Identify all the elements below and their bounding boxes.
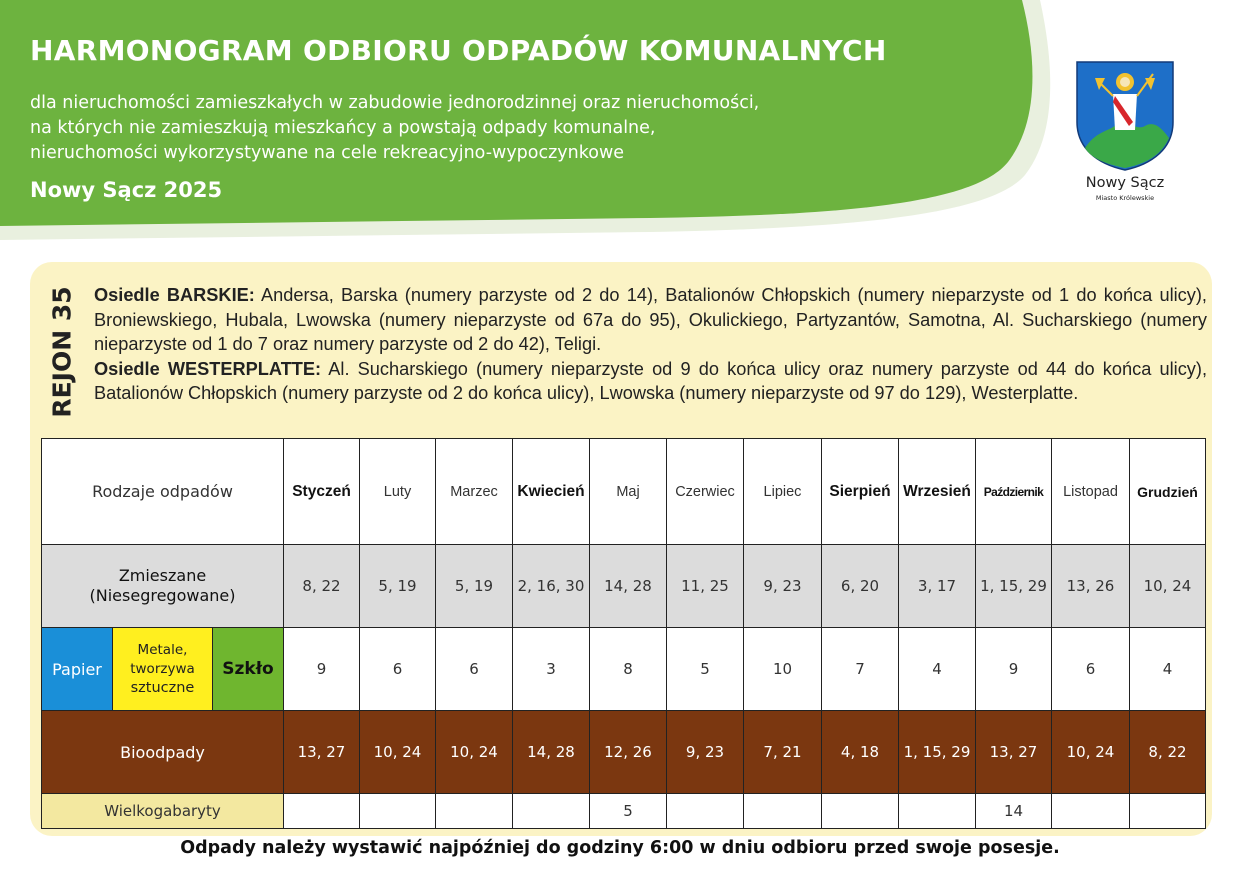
table-header-row xyxy=(42,439,1206,545)
estate-name: Osiedle BARSKIE: xyxy=(94,285,255,305)
date-cell: 13, 26 xyxy=(1052,545,1130,628)
date-cell: 9, 23 xyxy=(744,545,822,628)
glass-label: Szkło xyxy=(213,628,283,710)
date-cell: 8, 22 xyxy=(284,545,360,628)
month-header: Marzec xyxy=(436,439,513,545)
footer-note: Odpady należy wystawić najpóźniej do godziny 6:00 w dniu odbioru przed swoje posesje. xyxy=(180,838,1060,858)
estate-streets: Andersa, Barska (numery parzyste od 2 do 14), Batalionów Chłopskich (numery nieparzyste od 1 do końca ulicy), Broniewskiego, Hubala, Lwowska (numery nieparzyste od 67a do 95), Okulickiego, Partyzantów, Samotna, Al. Sucharskiego (numery nieparzyste od 1 do 7 oraz numery parzyste od 2 do 42), Teligi. xyxy=(94,285,1207,355)
date-cell xyxy=(1052,794,1130,829)
date-cell: 12, 26 xyxy=(590,711,667,794)
page-title: HARMONOGRAM ODBIORU ODPADÓW KOMUNALNYCH xyxy=(30,34,887,67)
date-cell: 4, 18 xyxy=(822,711,899,794)
month-header: Lipiec xyxy=(744,439,822,545)
month-header: Sierpień xyxy=(822,439,899,545)
date-cell xyxy=(1130,794,1206,829)
date-cell: 3 xyxy=(513,628,590,711)
subtitle-line: na których nie zamieszkują mieszkańcy a powstają odpady komunalne, xyxy=(30,118,656,138)
date-cell: 6 xyxy=(436,628,513,711)
metals-plastics-label xyxy=(112,628,213,710)
date-cell: 5 xyxy=(667,628,744,711)
date-cell: 1, 15, 29 xyxy=(976,545,1052,628)
month-header: Luty xyxy=(360,439,436,545)
bulky-waste-label: Wielkogabaryty xyxy=(42,794,284,829)
date-cell: 8, 22 xyxy=(1130,711,1206,794)
date-cell xyxy=(744,794,822,829)
logo-city-name: Nowy Sącz xyxy=(1085,175,1165,191)
metals-label-line: Metale, xyxy=(137,641,188,658)
date-cell: 13, 27 xyxy=(284,711,360,794)
coat-of-arms-icon xyxy=(1075,60,1175,172)
month-header: Maj xyxy=(590,439,667,545)
date-cell: 6 xyxy=(360,628,436,711)
date-cell: 10, 24 xyxy=(1052,711,1130,794)
date-cell xyxy=(667,794,744,829)
month-header: Grudzień xyxy=(1130,439,1206,545)
region-label xyxy=(34,279,90,425)
metals-label-line: tworzywa xyxy=(130,660,195,677)
estate-paragraph xyxy=(94,357,1207,406)
date-cell: 9, 23 xyxy=(667,711,744,794)
bio-waste-row xyxy=(42,711,1206,794)
estate-name: Osiedle WESTERPLATTE: xyxy=(94,358,322,379)
estate-streets: Al. Sucharskiego (numery nieparzyste od 9 do końca ulicy oraz numery parzyste od 44 do końca ulicy), Batalionów Chłopskich (numery parzyste od 2 do końca ulicy), Lwowska (numery nieparzyste od 97 do 129), Westerplatte. xyxy=(94,358,1207,404)
estate-paragraph xyxy=(94,283,1207,357)
date-cell: 10, 24 xyxy=(1130,545,1206,628)
month-header: Czerwiec xyxy=(667,439,744,545)
date-cell: 4 xyxy=(1130,628,1206,711)
date-cell: 14, 28 xyxy=(513,711,590,794)
date-cell: 5, 19 xyxy=(436,545,513,628)
date-cell: 5 xyxy=(590,794,667,829)
mixed-waste-label-main: Zmieszane xyxy=(118,566,207,585)
date-cell: 9 xyxy=(284,628,360,711)
paper-label: Papier xyxy=(42,628,112,710)
region-description xyxy=(94,283,1207,406)
subtitle-line: nieruchomości wykorzystywane na cele rekreacyjno-wypoczynkowe xyxy=(30,143,625,163)
bio-waste-label: Bioodpady xyxy=(42,711,284,794)
date-cell xyxy=(436,794,513,829)
month-header: Listopad xyxy=(1052,439,1130,545)
date-cell xyxy=(284,794,360,829)
recyclables-label xyxy=(42,628,284,711)
date-cell: 7, 21 xyxy=(744,711,822,794)
subtitle-line: dla nieruchomości zamieszkałych w zabudowie jednorodzinnej oraz nieruchomości, xyxy=(30,93,760,113)
date-cell: 9 xyxy=(976,628,1052,711)
date-cell: 4 xyxy=(899,628,976,711)
waste-types-header: Rodzaje odpadów xyxy=(42,439,284,545)
date-cell: 6, 20 xyxy=(822,545,899,628)
month-header: Październik xyxy=(976,439,1052,545)
month-header: Wrzesień xyxy=(899,439,976,545)
date-cell: 7 xyxy=(822,628,899,711)
date-cell: 13, 27 xyxy=(976,711,1052,794)
date-cell: 10 xyxy=(744,628,822,711)
date-cell: 11, 25 xyxy=(667,545,744,628)
date-cell xyxy=(360,794,436,829)
metals-label-line: sztuczne xyxy=(130,679,195,696)
date-cell: 10, 24 xyxy=(360,711,436,794)
date-cell xyxy=(822,794,899,829)
date-cell: 5, 19 xyxy=(360,545,436,628)
date-cell: 3, 17 xyxy=(899,545,976,628)
date-cell xyxy=(899,794,976,829)
city-year: Nowy Sącz 2025 xyxy=(30,178,223,202)
date-cell: 14 xyxy=(976,794,1052,829)
date-cell: 2, 16, 30 xyxy=(513,545,590,628)
date-cell: 14, 28 xyxy=(590,545,667,628)
schedule-table xyxy=(41,438,1206,829)
month-header: Styczeń xyxy=(284,439,360,545)
mixed-waste-label-sub: (Niesegregowane) xyxy=(89,586,236,605)
date-cell: 1, 15, 29 xyxy=(899,711,976,794)
page-subtitle xyxy=(30,91,759,166)
month-header: Kwiecień xyxy=(513,439,590,545)
mixed-waste-row xyxy=(42,545,1206,628)
date-cell xyxy=(513,794,590,829)
recyclables-row xyxy=(42,628,1206,711)
date-cell: 6 xyxy=(1052,628,1130,711)
mixed-waste-label xyxy=(42,545,284,628)
region-label-text: REJON 35 xyxy=(47,286,77,418)
date-cell: 10, 24 xyxy=(436,711,513,794)
bulky-waste-row xyxy=(42,794,1206,829)
date-cell: 8 xyxy=(590,628,667,711)
logo-subtitle: Miasto Królewskie xyxy=(1095,194,1155,202)
